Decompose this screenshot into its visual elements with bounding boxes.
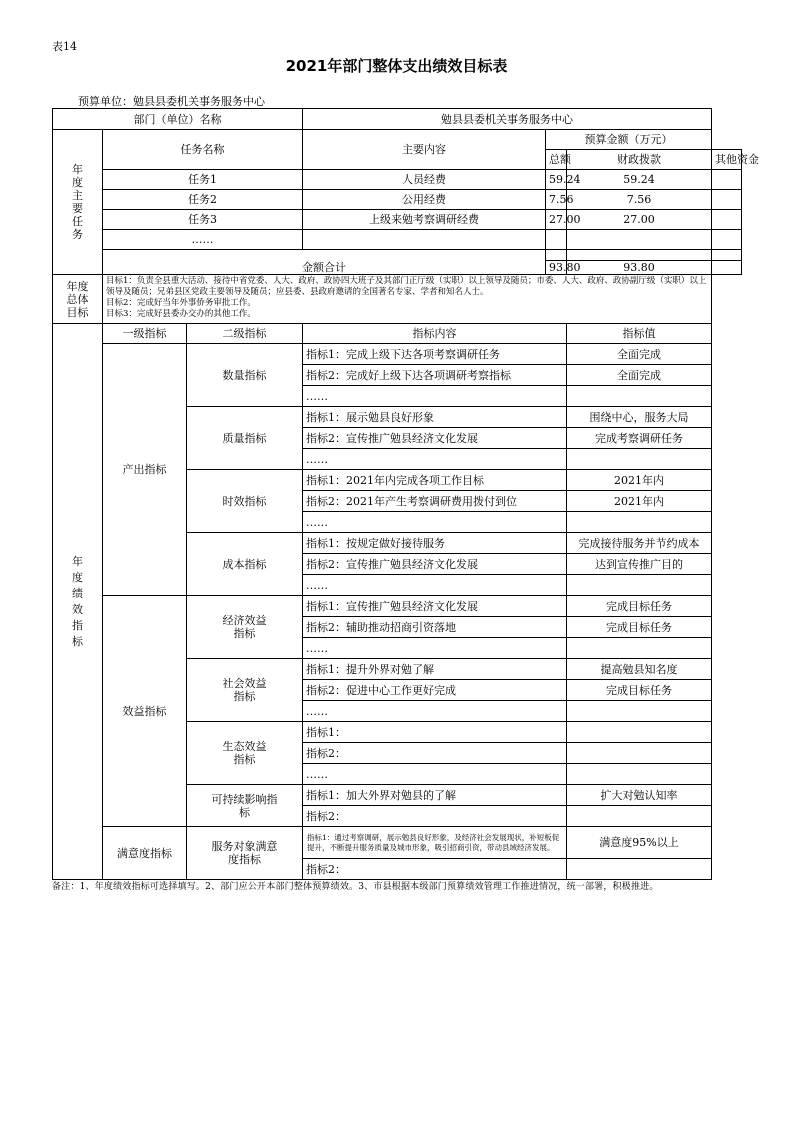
task-total: 59.24 <box>546 170 567 190</box>
sum-fiscal: 93.80 <box>567 261 712 275</box>
task-other <box>712 230 742 250</box>
page-title: 2021年部门整体支出绩效目标表 <box>285 57 508 75</box>
task-name: …… <box>103 230 303 250</box>
overall-goal-text <box>103 275 712 324</box>
indicator-value: 完成目标任务 <box>567 596 712 617</box>
indicator-content: …… <box>303 449 567 470</box>
indicator-content: 指标1：2021年内完成各项工作目标 <box>303 470 567 491</box>
economic-indicator: 经济效益指标 <box>187 596 303 659</box>
footnote: 备注：1、年度绩效指标可选择填写。2、部门应公开本部门整体预算绩效。3、市县根据本级部门预算绩效管理工作推进情况，统一部署，积极推进。 <box>52 882 659 892</box>
task-name: 任务1 <box>103 170 303 190</box>
indicator-content: 指标1：按规定做好接待服务 <box>303 533 567 554</box>
budget-unit: 预算单位：勉县县委机关事务服务中心 <box>78 95 265 108</box>
indicator-content: 指标1： <box>303 722 567 743</box>
indicator-content: 指标2：宣传推广勉县经济文化发展 <box>303 428 567 449</box>
indicator-value: 满意度95%以上 <box>567 827 712 859</box>
indicator-content: …… <box>303 386 567 407</box>
goal-1: 目标1：负责全县重大活动、接待中省党委、人大、政府、政协四大班子及其部门正厅级（实职）以上领导及随员；市委、人大、政府、政协副厅级（实职）以上领导及随员；兄弟县区党政主要领导及随员；应县委、县政府邀请的全国著名专家、学者和知名人士。 <box>106 276 707 297</box>
task-total: 7.56 <box>546 190 567 210</box>
cost-indicator: 成本指标 <box>187 533 303 596</box>
task-other <box>712 190 742 210</box>
eco-indicator: 生态效益指标 <box>187 722 303 785</box>
sustain-indicator: 可持续影响指标 <box>187 785 303 827</box>
indicator-content: 指标1：宣传推广勉县经济文化发展 <box>303 596 567 617</box>
task-fiscal <box>567 230 712 250</box>
task-content: 人员经费 <box>303 170 546 190</box>
annual-tasks-label: 年度主要任务 <box>53 130 103 275</box>
task-name: 任务3 <box>103 210 303 230</box>
task-content <box>303 230 546 250</box>
task-row <box>53 210 742 230</box>
indicator-value: 2021年内 <box>567 470 712 491</box>
dept-label: 部门（单位）名称 <box>53 109 303 130</box>
indicator-value: 2021年内 <box>567 491 712 512</box>
table-number: 表14 <box>52 40 77 53</box>
indicator-content: 指标1：完成上级下达各项考察调研任务 <box>303 344 567 365</box>
indicator-content: …… <box>303 575 567 596</box>
sum-total: 93.80 <box>546 261 567 275</box>
sum-other <box>712 261 742 275</box>
task-total <box>546 230 567 250</box>
total-header: 总额 <box>546 150 567 170</box>
goal-2: 目标2：完成好当年外事侨务审批工作。 <box>106 298 256 308</box>
indicator-content: …… <box>303 512 567 533</box>
indicator-content: …… <box>303 764 567 785</box>
task-fiscal: 27.00 <box>567 210 712 230</box>
task-total: 27.00 <box>546 210 567 230</box>
indicator-content: 指标1：通过考察调研，展示勉县良好形象，及经济社会发展现状，补短板促提升，不断提升服务质量及城市形象，吸引招商引资，带动县域经济发展。 <box>303 827 567 859</box>
indicator-content: 指标2： <box>303 806 567 827</box>
overall-goal-label: 年度总体目标 <box>53 275 103 324</box>
satisfaction-indicator: 满意度指标 <box>103 827 187 880</box>
task-name-header: 任务名称 <box>103 130 303 170</box>
indicator-content: 指标2： <box>303 859 567 880</box>
indicator-value: 达到宣传推广目的 <box>567 554 712 575</box>
task-other <box>712 170 742 190</box>
annual-perf-label: 年度绩效指标 <box>53 324 103 880</box>
task-other <box>712 210 742 230</box>
task-row <box>53 170 742 190</box>
sum-label: 金额合计 <box>103 261 546 275</box>
quantity-indicator: 数量指标 <box>187 344 303 407</box>
task-fiscal: 59.24 <box>567 170 712 190</box>
indicator-value: 扩大对勉认知率 <box>567 785 712 806</box>
budget-amount-header: 预算金额（万元） <box>546 130 712 150</box>
dept-name: 勉县县委机关事务服务中心 <box>303 109 712 130</box>
timeliness-indicator: 时效指标 <box>187 470 303 533</box>
other-header: 其他资金 <box>712 150 742 170</box>
indicator-content: 指标1：提升外界对勉了解 <box>303 659 567 680</box>
indicator-content: 指标1：加大外界对勉县的了解 <box>303 785 567 806</box>
output-indicator: 产出指标 <box>103 344 187 596</box>
indicator-value: 完成目标任务 <box>567 680 712 701</box>
task-row <box>53 230 742 250</box>
indicator-value: 全面完成 <box>567 365 712 386</box>
fiscal-header: 财政拨款 <box>567 150 712 170</box>
social-indicator: 社会效益指标 <box>187 659 303 722</box>
benefit-indicator: 效益指标 <box>103 596 187 827</box>
performance-table <box>52 108 760 880</box>
service-satisfaction-indicator: 服务对象满意度指标 <box>187 827 303 880</box>
task-row <box>53 190 742 210</box>
indicator-content: 指标2：宣传推广勉县经济文化发展 <box>303 554 567 575</box>
indicator-value: 完成接待服务并节约成本 <box>567 533 712 554</box>
indicator-value: 围绕中心，服务大局 <box>567 407 712 428</box>
indicator-content: 指标2：促进中心工作更好完成 <box>303 680 567 701</box>
indicator-content: 指标1：展示勉县良好形象 <box>303 407 567 428</box>
indicator-content: 指标2： <box>303 743 567 764</box>
task-name: 任务2 <box>103 190 303 210</box>
indicator-value: 完成目标任务 <box>567 617 712 638</box>
task-content: 上级来勉考察调研经费 <box>303 210 546 230</box>
main-content-header: 主要内容 <box>303 130 546 170</box>
value-header: 指标值 <box>567 324 712 344</box>
indicator-value: 完成考察调研任务 <box>567 428 712 449</box>
indicator-value: 全面完成 <box>567 344 712 365</box>
level1-header: 一级指标 <box>103 324 187 344</box>
task-content: 公用经费 <box>303 190 546 210</box>
level2-header: 二级指标 <box>187 324 303 344</box>
indicator-value: 提高勉县知名度 <box>567 659 712 680</box>
content-header: 指标内容 <box>303 324 567 344</box>
task-fiscal: 7.56 <box>567 190 712 210</box>
quality-indicator: 质量指标 <box>187 407 303 470</box>
indicator-content: 指标2：辅助推动招商引资落地 <box>303 617 567 638</box>
indicator-content: 指标2：完成好上级下达各项调研考察指标 <box>303 365 567 386</box>
indicator-content: 指标2：2021年产生考察调研费用拨付到位 <box>303 491 567 512</box>
goal-3: 目标3：完成好县委办交办的其他工作。 <box>106 309 256 319</box>
indicator-content: …… <box>303 638 567 659</box>
indicator-content: …… <box>303 701 567 722</box>
